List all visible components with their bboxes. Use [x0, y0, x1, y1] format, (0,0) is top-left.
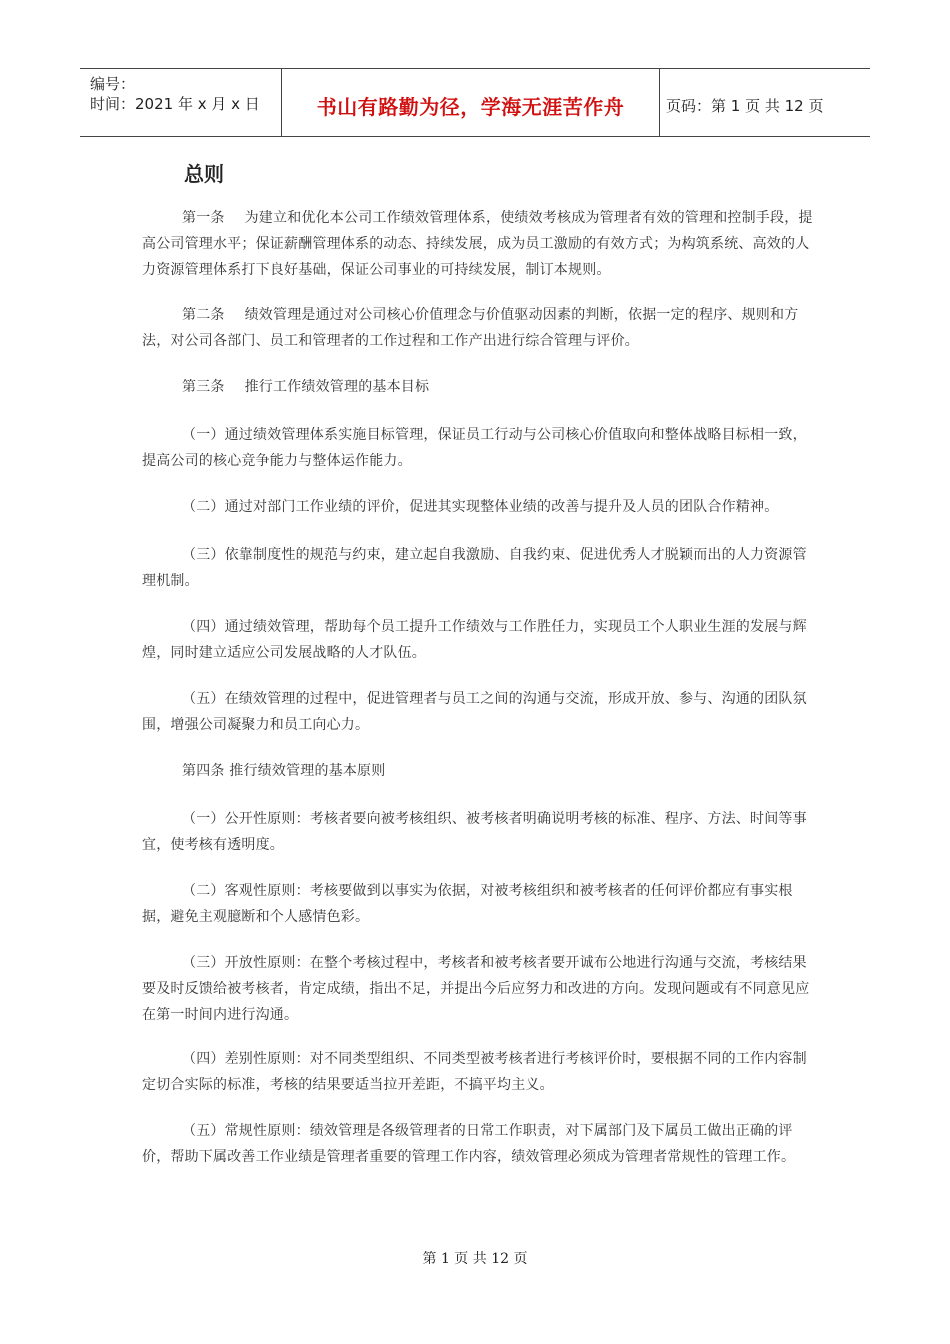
article-label: 第一条 — [182, 210, 225, 226]
header-page-cell — [660, 69, 870, 136]
paragraph-goal-2: （二）通过对部门工作业绩的评价，促进其实现整体业绩的改善与提升及人员的团队合作精神。 — [182, 499, 779, 515]
section-title: 总则 — [184, 162, 224, 186]
paragraph-text: 为建立和优化本公司工作绩效管理体系，使绩效考核成为管理者有效的管理和控制手段，提高公司管理水平；保证薪酬管理体系的动态、持续发展，成为员工激励的有效方式；为构筑系统、高效的人力资源管理体系打下良好基础，保证公司事业的可持续发展，制订本规则。 — [142, 210, 813, 278]
paragraph-goal-5: （五）在绩效管理的过程中，促进管理者与员工之间的沟通与交流，形成开放、参与、沟通的团队氛围，增强公司凝聚力和员工向心力。 — [142, 691, 807, 733]
paragraph-article-4: 第四条 推行绩效管理的基本原则 — [182, 763, 386, 779]
document-number-label: 编号： — [90, 75, 136, 93]
page-header — [80, 68, 870, 137]
paragraph-goal-4: （四）通过绩效管理，帮助每个员工提升工作绩效与工作胜任力，实现员工个人职业生涯的发展与辉煌，同时建立适应公司发展战略的人才队伍。 — [142, 619, 807, 661]
paragraph-article-1 — [142, 205, 814, 283]
header-page-indicator: 页码：第 1 页 共 12 页 — [666, 97, 824, 115]
paragraph-principle-3: （三）开放性原则：在整个考核过程中，考核者和被考核者要开诚布公地进行沟通与交流，考核结果要及时反馈给被考核者，肯定成绩，指出不足，并提出今后应努力和改进的方向。发现问题或有不同意见应在第一时间内进行沟通。 — [142, 955, 810, 1023]
paragraph-principle-4: （四）差别性原则：对不同类型组织、不同类型被考核者进行考核评价时，要根据不同的工作内容制定切合实际的标准，考核的结果要适当拉开差距，不搞平均主义。 — [142, 1051, 807, 1093]
paragraph-text: 推行工作绩效管理的基本目标 — [244, 379, 430, 395]
article-label: 第二条 — [182, 307, 225, 323]
paragraph-principle-5: （五）常规性原则：绩效管理是各级管理者的日常工作职责，对下属部门及下属员工做出正确的评价，帮助下属改善工作业绩是管理者重要的管理工作内容，绩效管理必须成为管理者常规性的管理工作。 — [142, 1123, 796, 1165]
article-label: 第三条 — [182, 379, 225, 395]
header-motto: 书山有路勤为径，学海无涯苦作舟 — [316, 95, 625, 119]
paragraph-goal-3: （三）依靠制度性的规范与约束，建立起自我激励、自我约束、促进优秀人才脱颖而出的人力资源管理机制。 — [142, 547, 807, 589]
document-date-label: 时间：2021 年 x 月 x 日 — [90, 95, 260, 113]
paragraph-goal-1: （一）通过绩效管理体系实施目标管理，保证员工行动与公司核心价值取向和整体战略目标相一致，提高公司的核心竞争能力与整体运作能力。 — [142, 427, 807, 469]
header-meta-cell — [80, 69, 282, 136]
paragraph-text: 绩效管理是通过对公司核心价值理念与价值驱动因素的判断，依据一定的程序、规则和方法，对公司各部门、员工和管理者的工作过程和工作产出进行综合管理与评价。 — [142, 307, 799, 349]
paragraph-article-3 — [142, 374, 814, 400]
paragraph-article-2 — [142, 302, 814, 354]
page-footer: 第 1 页 共 12 页 — [422, 1251, 528, 1267]
paragraph-principle-2: （二）客观性原则：考核要做到以事实为依据，对被考核组织和被考核者的任何评价都应有事实根据，避免主观臆断和个人感情色彩。 — [142, 883, 793, 925]
header-motto-cell — [282, 69, 660, 136]
paragraph-principle-1: （一）公开性原则：考核者要向被考核组织、被考核者明确说明考核的标准、程序、方法、时间等事宜，使考核有透明度。 — [142, 811, 807, 853]
